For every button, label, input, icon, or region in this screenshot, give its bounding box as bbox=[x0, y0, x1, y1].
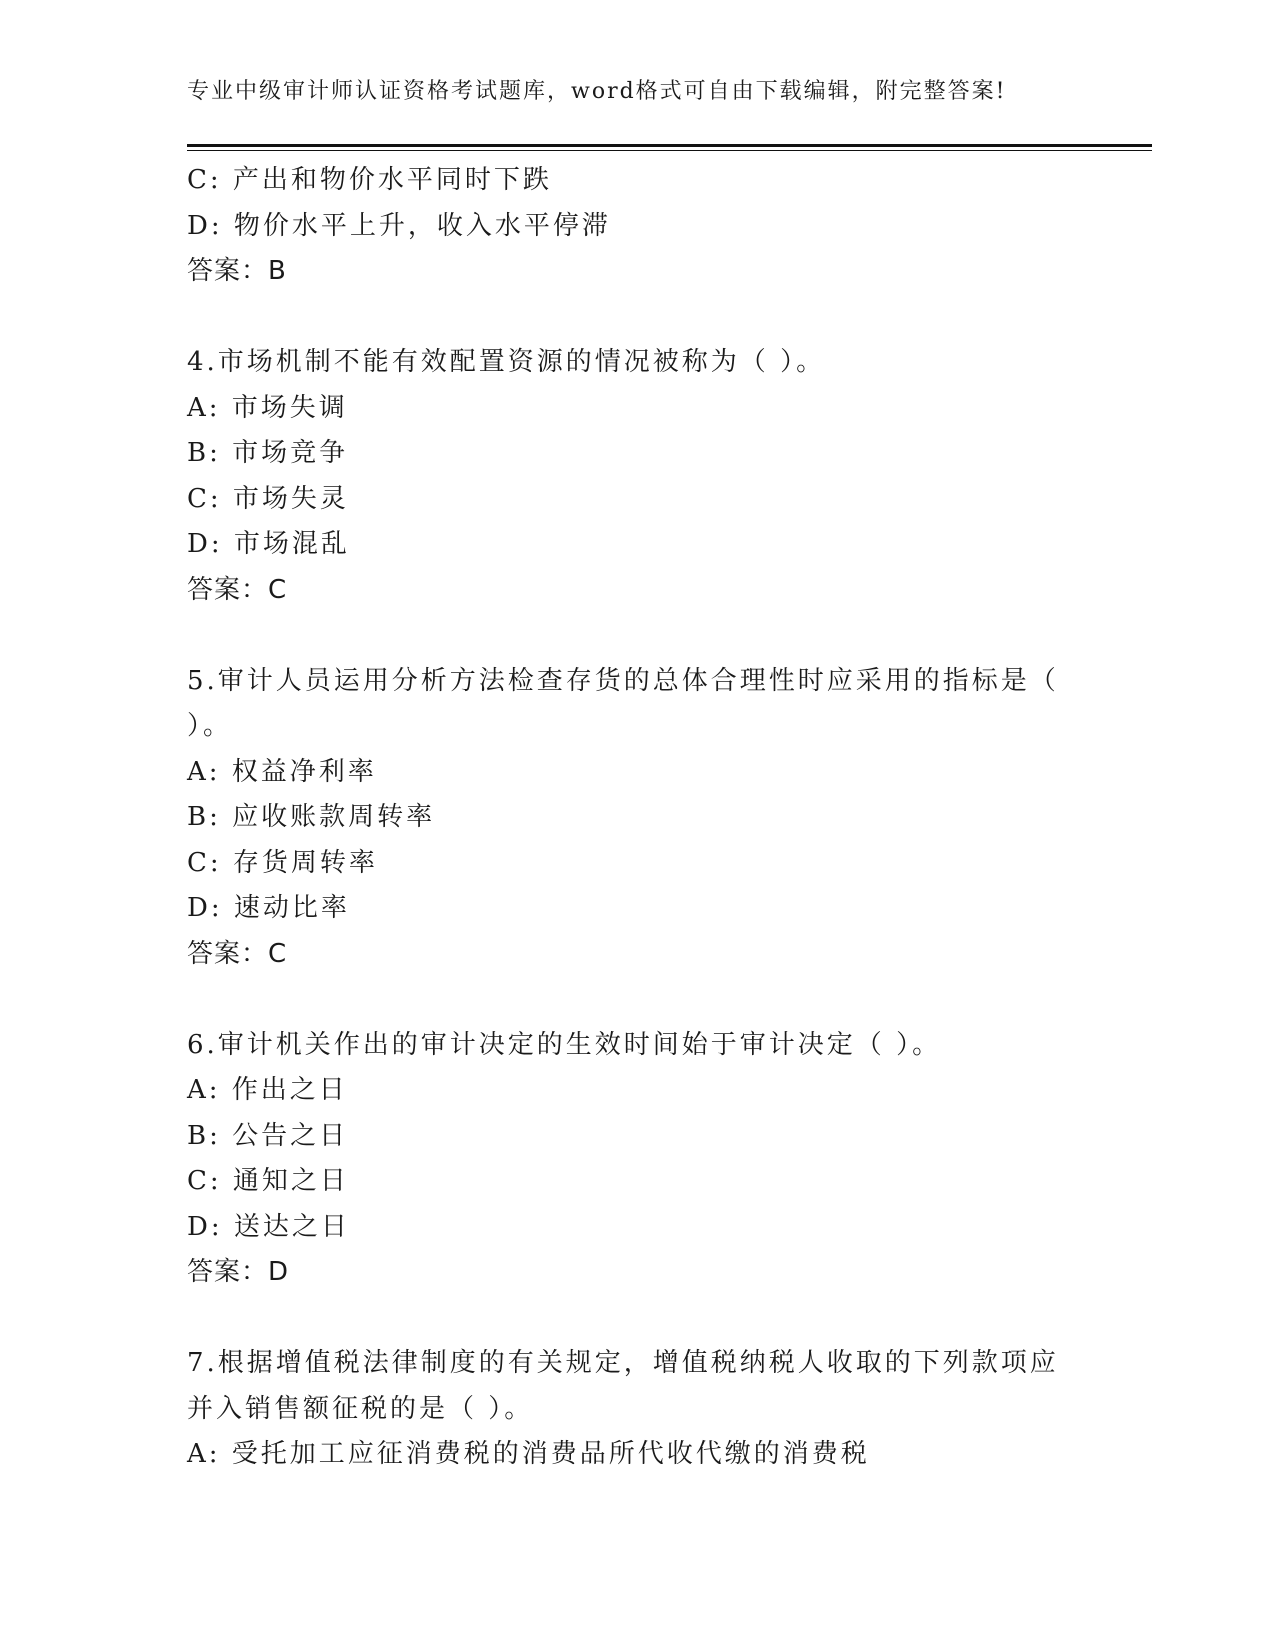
question-stem-continued: 并入销售额征税的是（ ）。 bbox=[187, 1393, 534, 1424]
question-stem: 5.审计人员运用分析方法检查存货的总体合理性时应采用的指标是（ bbox=[187, 665, 1059, 696]
option-b: B: 公告之日 bbox=[187, 1120, 349, 1151]
option-c: C: 市场失灵 bbox=[187, 483, 349, 514]
header-rule-thin bbox=[187, 150, 1152, 151]
answer: 答案：C bbox=[187, 574, 288, 605]
option-b: B: 应收账款周转率 bbox=[187, 802, 436, 832]
answer: 答案：D bbox=[187, 1257, 290, 1287]
question-stem: 7.根据增值税法律制度的有关规定，增值税纳税人收取的下列款项应 bbox=[187, 1348, 1059, 1378]
option-d: D: 物价水平上升，收入水平停滞 bbox=[187, 210, 611, 241]
option-a: A: 市场失调 bbox=[187, 392, 348, 423]
answer: 答案：C bbox=[187, 938, 288, 969]
answer: 答案：B bbox=[187, 256, 287, 286]
option-a: A: 受托加工应征消费税的消费品所代收代缴的消费税 bbox=[187, 1439, 870, 1469]
option-c: C: 存货周转率 bbox=[187, 847, 378, 878]
option-d: D: 速动比率 bbox=[187, 893, 350, 923]
option-c: C: 通知之日 bbox=[187, 1166, 349, 1196]
option-c: C: 产出和物价水平同时下跌 bbox=[187, 165, 552, 195]
question-stem-continued: ）。 bbox=[187, 711, 233, 741]
option-a: A: 作出之日 bbox=[187, 1075, 348, 1105]
option-b: B: 市场竞争 bbox=[187, 438, 349, 468]
option-d: D: 市场混乱 bbox=[187, 529, 350, 559]
question-stem: 6.审计机关作出的审计决定的生效时间始于审计决定（ ）。 bbox=[187, 1029, 942, 1060]
page-header: 专业中级审计师认证资格考试题库，word格式可自由下载编辑，附完整答案! bbox=[187, 79, 1007, 104]
question-stem: 4.市场机制不能有效配置资源的情况被称为（ ）。 bbox=[187, 347, 826, 377]
option-d: D: 送达之日 bbox=[187, 1211, 350, 1242]
header-rule-thick bbox=[187, 144, 1152, 147]
option-a: A: 权益净利率 bbox=[187, 756, 377, 787]
question-body bbox=[187, 158, 1087, 1478]
